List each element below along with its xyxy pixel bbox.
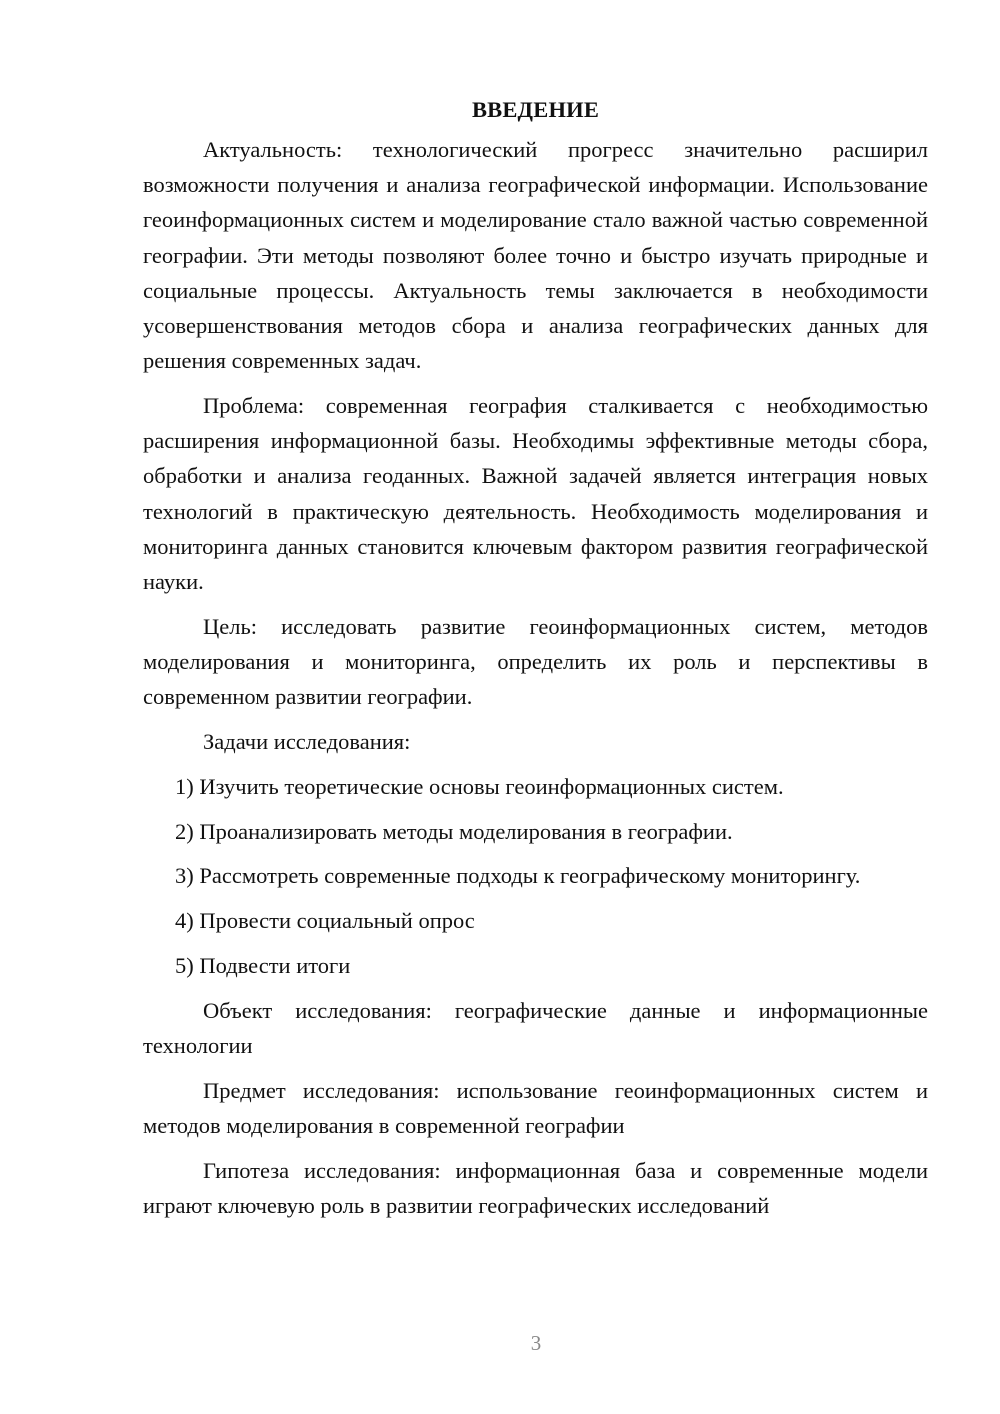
task-item-1: 1) Изучить теоретические основы геоинформационных систем. (175, 773, 784, 799)
task-item-3: 3) Рассмотреть современные подходы к географическому мониторингу. (175, 863, 861, 889)
paragraph-hypothesis: Гипотеза исследования: информационная база и современные модели играют ключевую роль в развитии географических исследований (143, 1157, 928, 1219)
paragraph-object: Объект исследования: географические данные и информационные технологии (143, 997, 928, 1059)
document-page (143, 92, 928, 1223)
task-item-5: 5) Подвести итоги (175, 953, 351, 979)
paragraph-tasks-heading: Задачи исследования: (203, 729, 411, 755)
paragraph-problem: Проблема: современная география сталкивается с необходимостью расширения информационной базы. Необходимы эффективные методы сбора, обработки и анализа геоданных. Важной задачей является интеграция новых технологий в практическую деятельность. Необходимость моделирования и мониторинга данных становится ключевым фактором развития географической науки. (143, 393, 928, 595)
page-number: 3 (530, 1331, 542, 1355)
task-item-4: 4) Провести социальный опрос (175, 908, 475, 934)
section-title: ВВЕДЕНИЕ (471, 97, 600, 122)
task-item-2: 2) Проанализировать методы моделирования в географии. (175, 818, 733, 844)
paragraph-goal: Цель: исследовать развитие геоинформационных систем, методов моделирования и мониторинга, определить их роль и перспективы в современном развитии географии. (143, 613, 928, 710)
paragraph-subject: Предмет исследования: использование геоинформационных систем и методов моделирования в современной географии (143, 1077, 928, 1139)
paragraph-relevance: Актуальность: технологический прогресс значительно расширил возможности получения и анализа географической информации. Использование геоинформационных систем и моделирование стало важной частью современной географии. Эти методы позволяют более точно и быстро изучать природные и социальные процессы. Актуальность темы заключается в необходимости усовершенствования методов сбора и анализа географических данных для решения современных задач. (143, 137, 928, 374)
